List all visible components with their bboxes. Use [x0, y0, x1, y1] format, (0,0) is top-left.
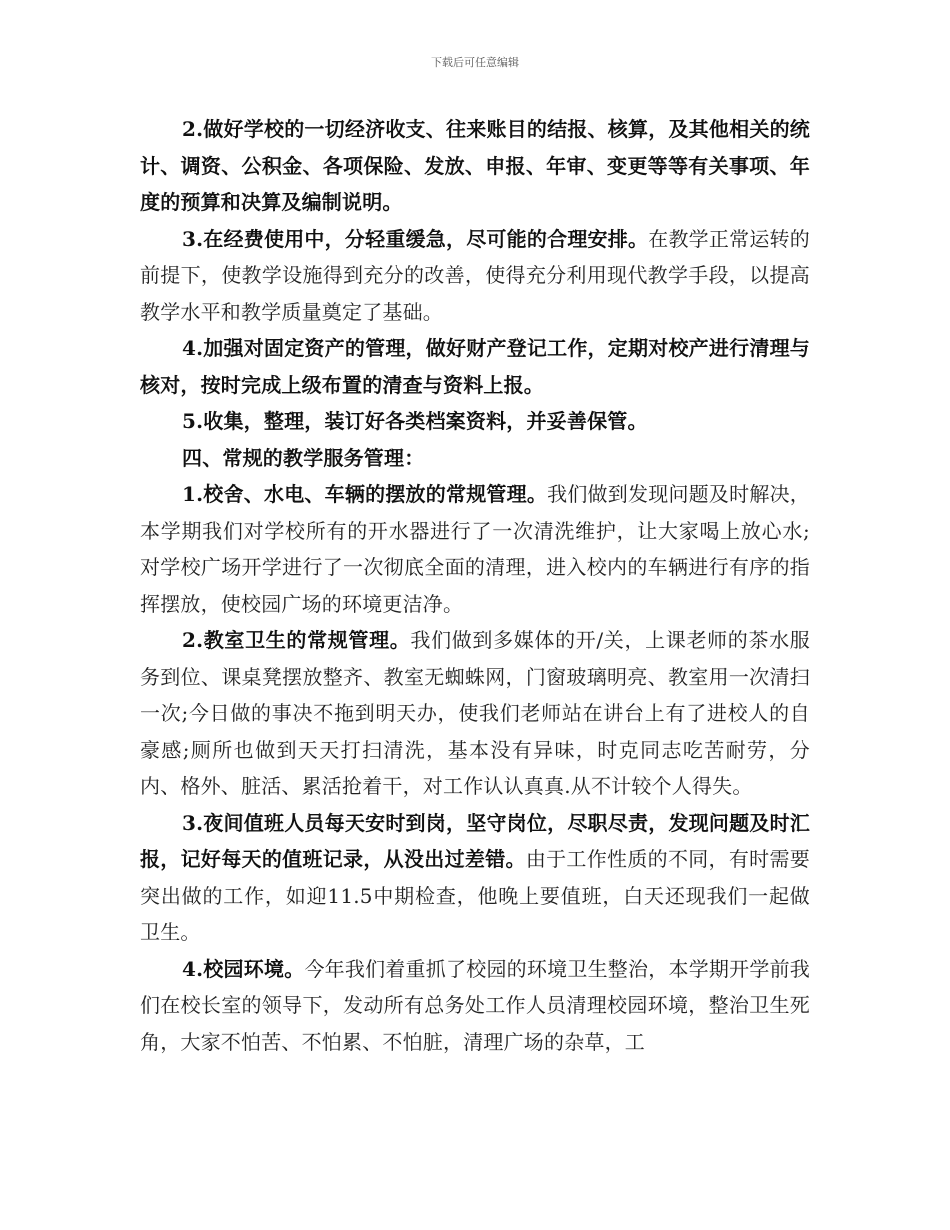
paragraph-bold: 2.做好学校的一切经济收支、往来账目的结报、核算，及其他相关的统计、调资、公积金、各项保险、发放、申报、年审、变更等等有关事项、年度的预算和决算及编制说明。 — [140, 117, 810, 214]
paragraph-text: 今年我们着重抓了校园的环境卫生整治，本学期开学前我们在校长室的领导下，发动所有总务处工作人员清理校园环境，整治卫生死角，大家不怕苦、不怕累、不怕脏，清理广场的杂草，工 — [140, 956, 811, 1054]
paragraph-text: 我们做到多媒体的开/关，上课老师的茶水服务到位、课桌凳摆放整齐、教室无蜘蛛网，门窗玻璃明亮、教室用一次清扫一次;今日做的事决不拖到明天办，使我们老师站在讲台上有了进校人的自豪感;厕所也做到天天打扫清洗，基本没有异味，时克同志吃苦耐劳，分内、格外、脏活、累活抢着干，对工作认认真真.从不计较个人得失。 — [140, 628, 810, 798]
paragraph-text: 在教学正常运转的前提下，使教学设施得到充分的改善，使得充分利用现代教学手段，以提高教学水平和教学质量奠定了基础。 — [140, 226, 810, 324]
paragraph-bold: 2.教室卫生的常规管理。 — [182, 628, 411, 652]
paragraph-finance-3 — [140, 221, 810, 331]
paragraph-service-4 — [140, 951, 810, 1061]
paragraph-bold: 3.在经费使用中，分轻重缓急，尽可能的合理安排。 — [182, 226, 649, 251]
paragraph-bold: 5.收集，整理，装订好各类档案资料，并妥善保管。 — [182, 409, 648, 433]
paragraph-finance-2 — [140, 111, 810, 221]
paragraph-bold: 1.校舍、水电、车辆的摆放的常规管理。 — [182, 482, 548, 506]
paragraph-text: 由于工作性质的不同，有时需要突出做的工作，如迎11.5中期检查，他晚上要值班，白天还现我们一起做卫生。 — [140, 847, 810, 944]
section-heading — [140, 440, 810, 477]
paragraph-service-1 — [140, 476, 810, 622]
page-header: 下载后可任意编辑 — [431, 56, 519, 69]
paragraph-bold: 4.加强对固定资产的管理，做好财产登记工作，定期对校产进行清理与核对，按时完成上级布置的清查与资料上报。 — [140, 336, 810, 397]
paragraph-text: 我们做到发现问题及时解决，本学期我们对学校所有的开水器进行了一次清洗维护，让大家喝上放心水;对学校广场开学进行了一次彻底全面的清理，进入校内的车辆进行有序的指挥摆放，使校园广场的环境更洁净。 — [140, 482, 810, 616]
paragraph-finance-4 — [140, 330, 810, 403]
paragraph-bold: 4.校园环境。 — [182, 956, 305, 981]
section-heading-text: 四、常规的教学服务管理： — [182, 445, 425, 470]
document-body — [140, 111, 810, 1060]
paragraph-bold: 3.夜间值班人员每天安时到岗，坚守岗位，尽职尽责，发现问题及时汇报，记好每天的值班记录，从没出过差错。 — [140, 810, 810, 871]
paragraph-service-3 — [140, 805, 810, 951]
paragraph-finance-5 — [140, 403, 810, 440]
paragraph-service-2 — [140, 622, 810, 805]
